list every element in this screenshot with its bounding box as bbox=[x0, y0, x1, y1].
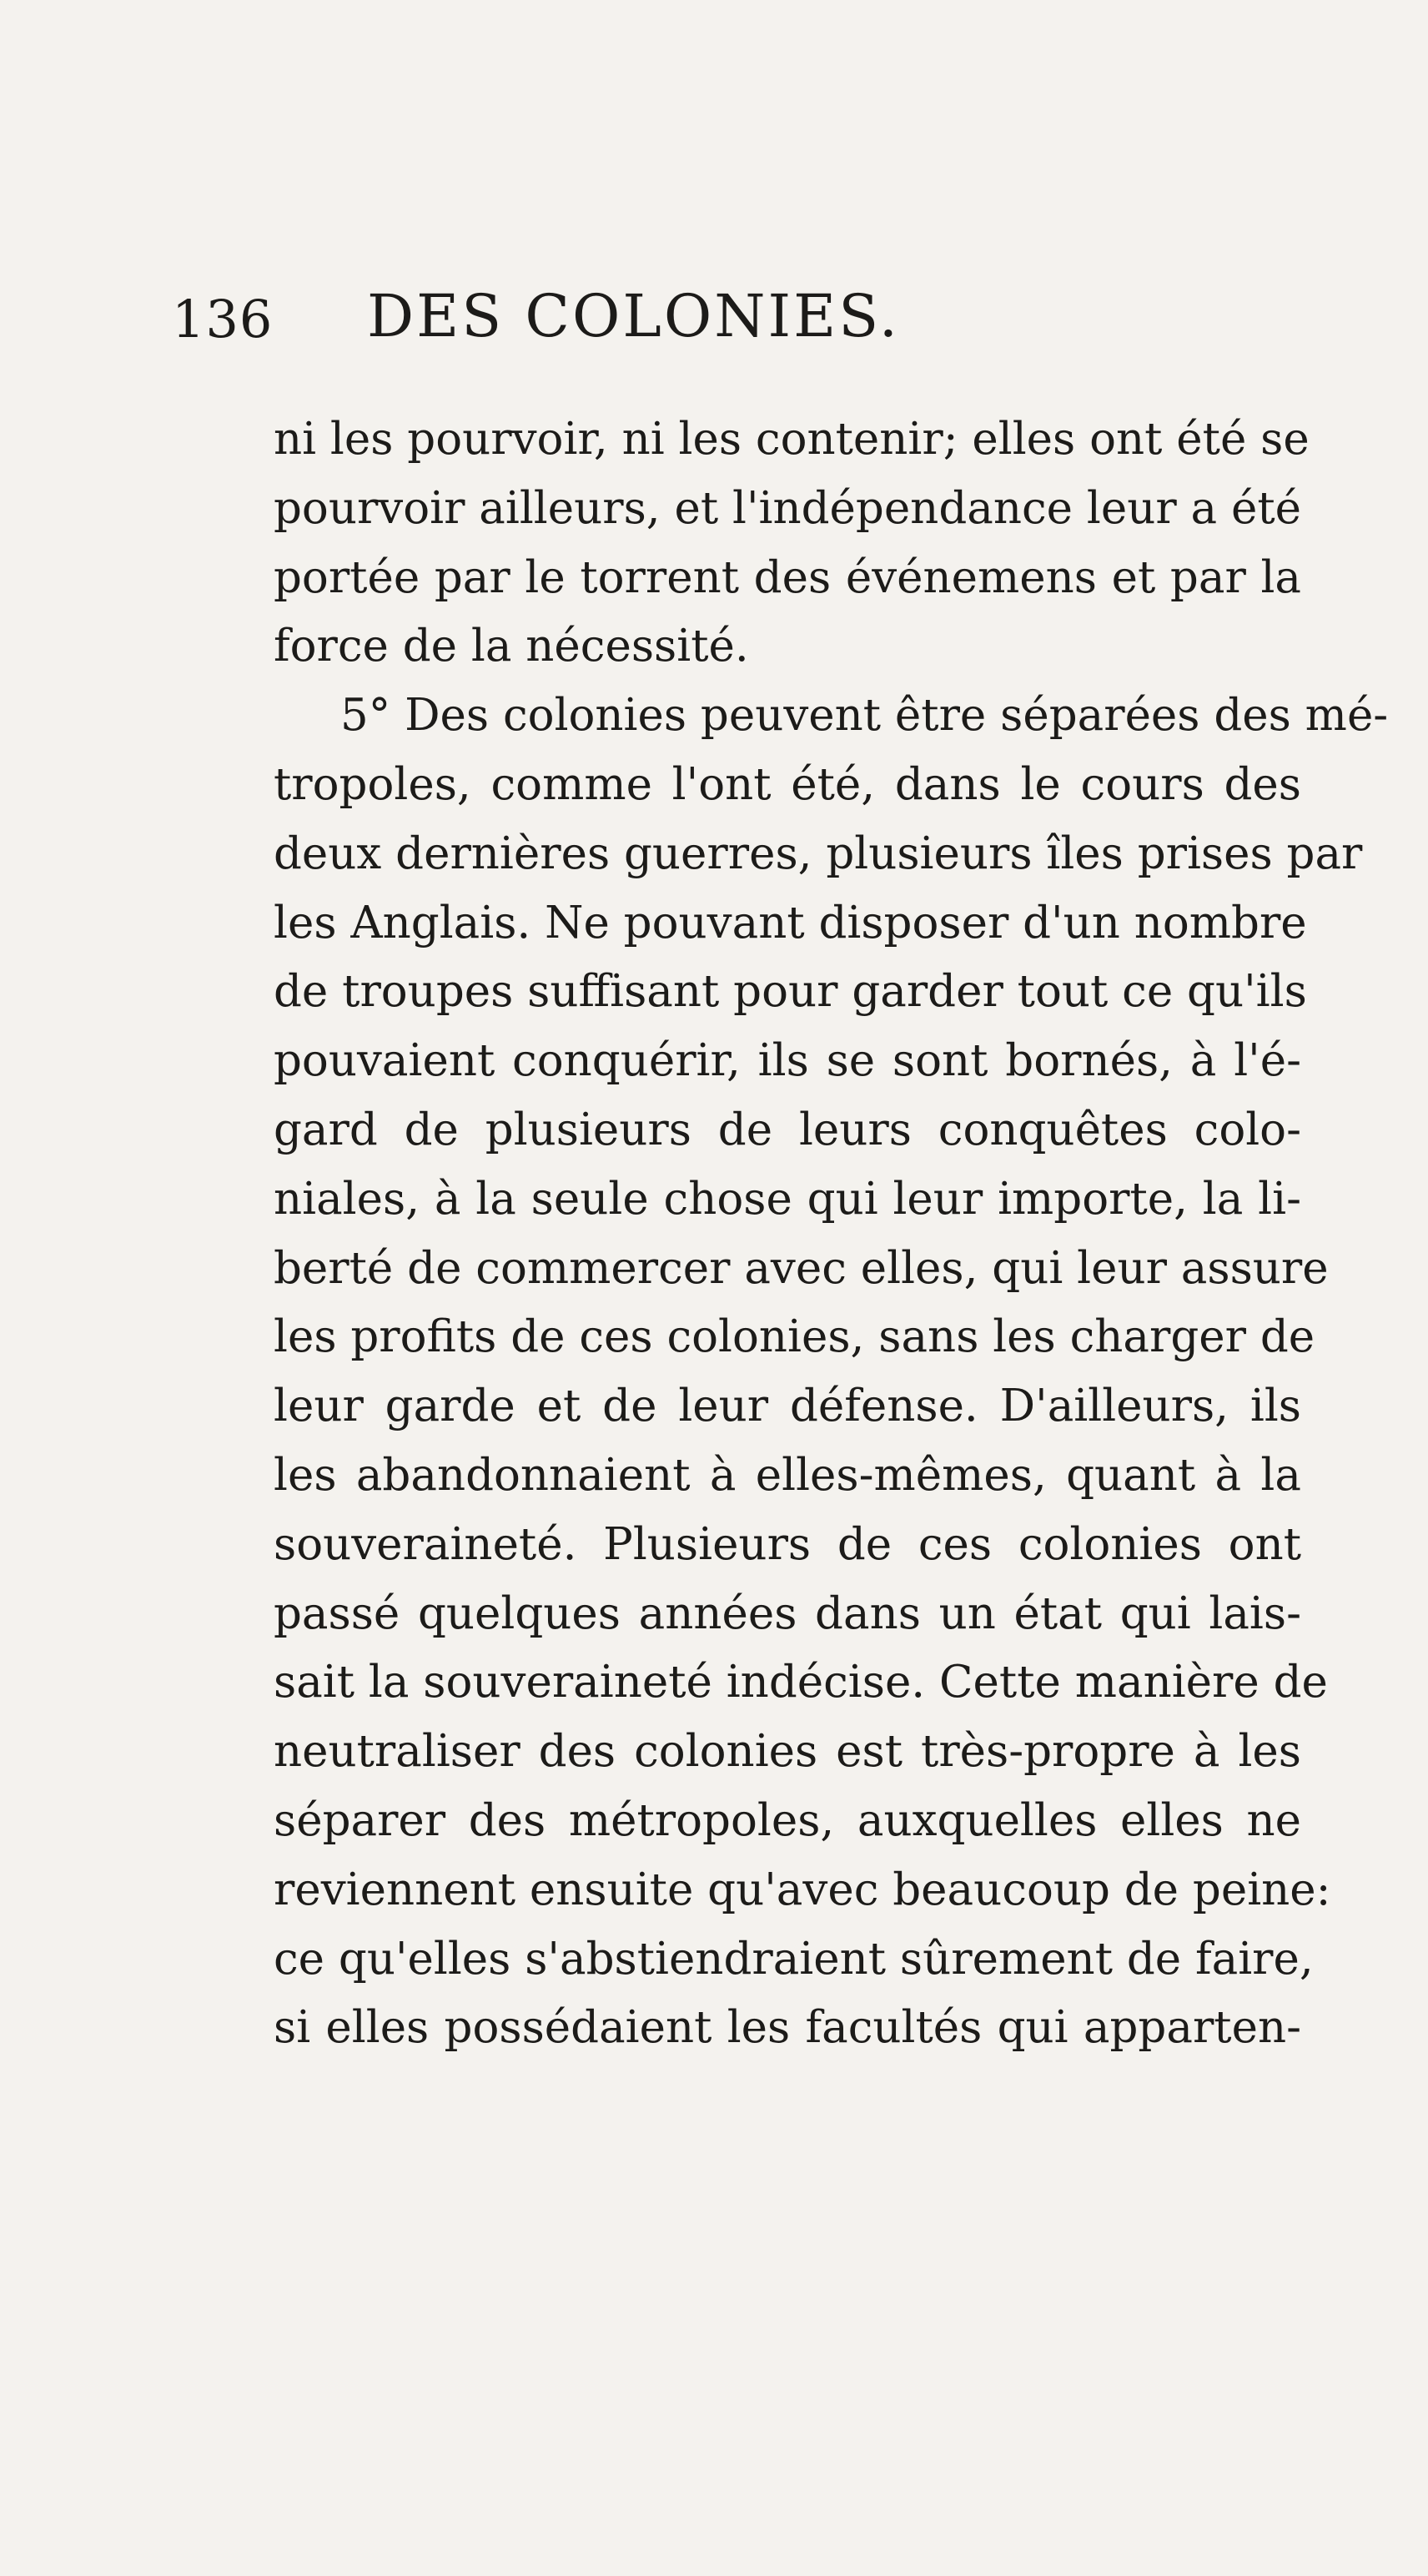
text-line: séparer des métropoles, auxquelles elles ne bbox=[274, 1794, 1301, 1846]
text-line: sait la souveraineté indécise. Cette manière de bbox=[274, 1657, 1328, 1708]
text-line: deux dernières guerres, plusieurs îles prises par bbox=[274, 828, 1363, 879]
text-line: 5° Des colonies peuvent être séparées des mé- bbox=[340, 690, 1389, 742]
text-line: berté de commercer avec elles, qui leur assure bbox=[274, 1242, 1329, 1294]
text-line: niales, à la seule chose qui leur importe, la li- bbox=[274, 1173, 1301, 1225]
text-line: si elles possédaient les facultés qui apparten- bbox=[274, 2002, 1301, 2054]
text-line: les abandonnaient à elles-mêmes, quant à la bbox=[274, 1449, 1301, 1501]
text-line: force de la nécessité. bbox=[274, 621, 749, 672]
text-line: ni les pourvoir, ni les contenir; elles ont été se bbox=[274, 414, 1310, 465]
page-number: 136 bbox=[172, 289, 274, 350]
text-line: leur garde et de leur défense. D'ailleurs, ils bbox=[274, 1381, 1301, 1432]
text-line: les profits de ces colonies, sans les charger de bbox=[274, 1311, 1315, 1363]
text-line: pourvoir ailleurs, et l'indépendance leur a été bbox=[274, 482, 1301, 534]
text-line: portée par le torrent des événemens et par la bbox=[274, 551, 1301, 603]
text-line: passé quelques années dans un état qui lais- bbox=[274, 1587, 1301, 1639]
text-line: gard de plusieurs de leurs conquêtes colo- bbox=[274, 1104, 1301, 1155]
body-text bbox=[274, 405, 1389, 2063]
running-head bbox=[0, 282, 1428, 357]
text-line: neutraliser des colonies est très-propre à les bbox=[274, 1726, 1301, 1778]
text-line: ce qu'elles s'abstiendraient sûrement de faire, bbox=[274, 1933, 1314, 1985]
text-line: reviennent ensuite qu'avec beaucoup de peine: bbox=[274, 1864, 1331, 1915]
text-line: les Anglais. Ne pouvant disposer d'un nombre bbox=[274, 897, 1307, 948]
text-line: souveraineté. Plusieurs de ces colonies ont bbox=[274, 1518, 1301, 1570]
text-line: tropoles, comme l'ont été, dans le cours des bbox=[274, 758, 1301, 810]
text-line: de troupes suffisant pour garder tout ce qu'ils bbox=[274, 966, 1307, 1018]
text-line: pouvaient conquérir, ils se sont bornés, à l'é- bbox=[274, 1035, 1301, 1087]
header-title: DES COLONIES. bbox=[367, 282, 900, 350]
